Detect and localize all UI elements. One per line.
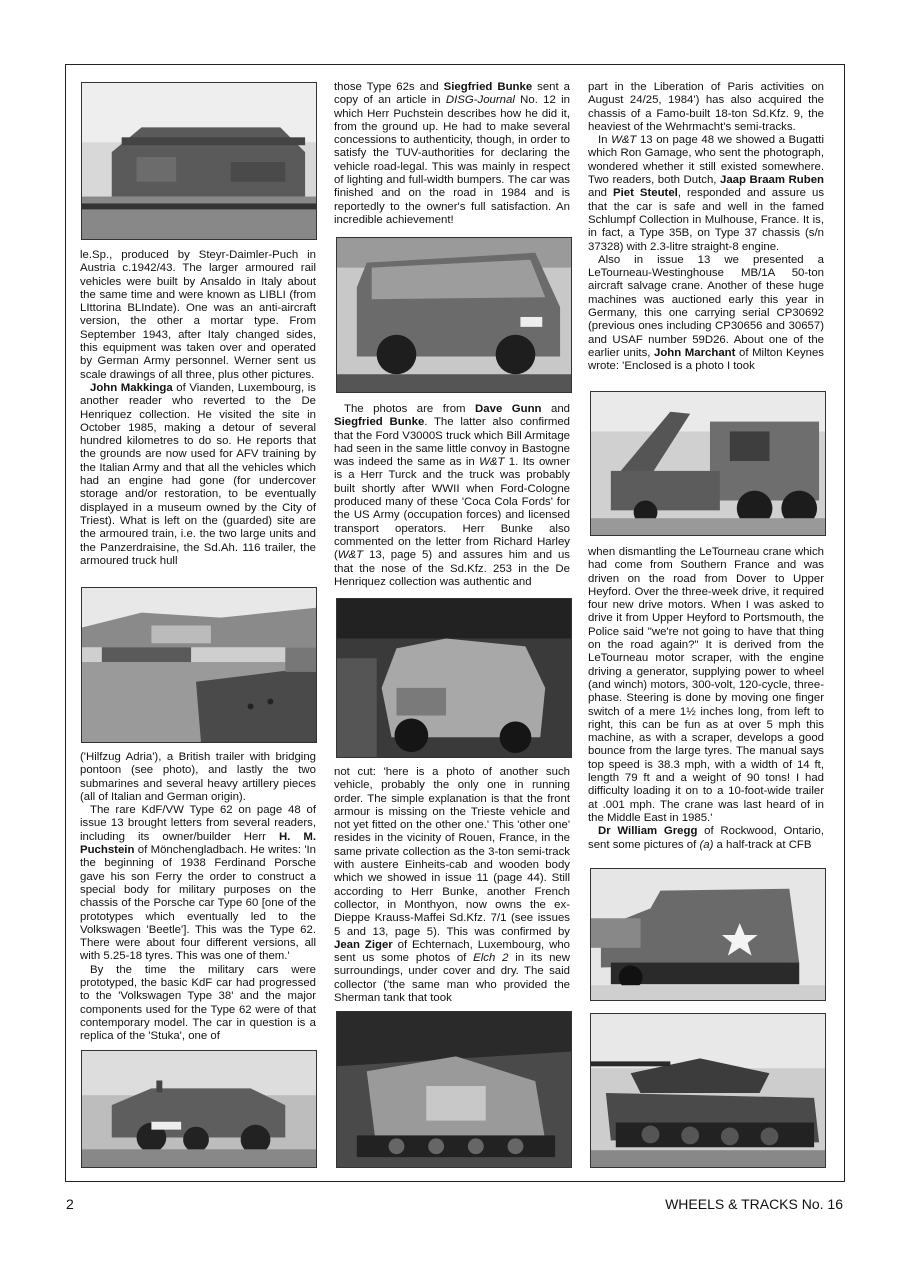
list-marker: (a): [699, 838, 714, 851]
paragraph: [588, 134, 824, 254]
photo-letourneau-crane: [590, 391, 826, 536]
magazine-abbrev: W&T: [337, 549, 364, 562]
photo-half-track: [590, 868, 826, 1001]
photo-tank: [590, 1013, 826, 1168]
person-name: John Makkinga: [90, 381, 173, 394]
person-name: Jaap Braam Ruben: [720, 174, 824, 187]
text: in its new surroundings, under cover and dry. The said collector ('the same man who provided the Sherman tank that took: [334, 952, 570, 1005]
person-name: Dr William Gregg: [598, 825, 698, 838]
text: 13, page 5) and assures him and us that the nose of the Sd.Kfz. 253 in the De Henriquez collection was authentic and: [334, 549, 570, 588]
person-name: Siegfried Bunke: [334, 416, 425, 429]
text: not cut: 'here is a photo of another such vehicle, probably the only one in running order. The simple explanation is that the front armour is missing on the Trieste vehicle and not yet fitted on the other one.' This 'other one' resides in the vicinity of Rouen, France, in the same private collection as the 3-ton semi-track with austere Einheits-cab and wooden body which we showed in issue 11 (page 44). Still according to Herr Bunke, another French collector, in Monthyon, now owns the ex-Dieppe Krauss-Maffei Sd.Kfz. 7/1 (see issues 5 and 13, page 5). This was confirmed by: [334, 766, 570, 938]
text: In: [598, 134, 612, 147]
person-name: Piet Steutel: [613, 187, 678, 200]
col2-text-block-1: [334, 81, 570, 227]
paragraph: [588, 254, 824, 374]
text: , responded and assure us that the car is safe and well in the famed Schlumpf Collection in Mulhouse, France. It is, in fact, a Type 35B, on Type 37 chassis (s/n 37328) with 2.3-litre straight-8 engine.: [588, 187, 825, 253]
person-name: H. M. Puchstein: [80, 830, 316, 857]
text: The rare KdF/VW Type 62 on page 48 of issue 13 brought letters from several readers, including its owner/builder Herr: [80, 804, 316, 843]
col3-text-block-2: [588, 546, 824, 852]
vehicle-name: Elch 2: [473, 952, 509, 965]
photo-sdkfz-253: [336, 598, 572, 758]
person-name: John Marchant: [654, 346, 736, 359]
text: The photos are from: [344, 403, 476, 415]
person-name: Siegfried Bunke: [443, 81, 533, 93]
magazine-abbrev: W&T: [479, 456, 505, 469]
photo-kdf-type-62-replica: [81, 1050, 317, 1168]
col1-text-block-2: [80, 751, 316, 1044]
col2-text-block-3: [334, 766, 570, 1005]
photo-de-henriquez-site: [81, 587, 317, 743]
paragraph: [334, 403, 570, 589]
text: and: [541, 403, 571, 415]
text: . The latter also confirmed that the Ford V3000S truck which Bill Armitage had seen in the same little convoy in Bastogne was indeed the same as in: [334, 416, 570, 469]
person-name: Jean Ziger: [334, 938, 393, 951]
text: and: [588, 187, 613, 200]
paragraph: part in the Liberation of Paris activities on August 24/25, 1984') has also acquired the chassis of a Famo-built 18-ton Sd.Kfz. 9, the heaviest of the Wehrmacht's semi-tracks.: [588, 81, 824, 133]
text: of Rockwood, Ontario, sent some pictures of: [588, 825, 824, 851]
paragraph: [80, 804, 316, 964]
photo-elch-2: [336, 1011, 572, 1168]
text: a half-track at CFB: [713, 838, 812, 851]
paragraph: le.Sp., produced by Steyr-Daimler-Puch in Austria c.1942/43. The larger armoured rail vehicles were built by Ansaldo in Italy about the same time and were known as LIBLI (from LIttorina BLIndate). One was an anti-aircraft version, the other a mortar type. From September 1943, after Italy changed sides, this equipment was taken over and operated by German Army personnel. Werner sent us scale drawings of all three, plus other pictures.: [80, 249, 316, 381]
text: No. 12 in which Herr Puchstein describes how he did it, from the ground up. He had to make several concessions to authenticity, though, in order to satisfy the TUV-authorities for declaring the vehicle road-legal. This was mainly in respect of lighting and full-width bumpers. The car was finished and on the road in 1984 and is reportedly to the owner's full satisfaction. An incredible achievement!: [334, 94, 570, 226]
journal-title: DISG-Journal: [445, 94, 515, 107]
text: those Type 62s and: [334, 81, 444, 93]
paragraph: when dismantling the LeTourneau crane which had come from Southern France and was driven on the road from Dover to Upper Heyford. Over the three-week drive, it required four new drive motors. When I was asked to drive it from Upper Heyford to Portsmouth, the Police said "we're not going to have that thing on the road again?" It is derived from the LeTourneau motor scraper, with the engine driving a generator, supplying power to wheel (and winch) motors, 300-volt, 120-cycle, three-phase. Steering is done by moving one finger switch of a mere 1½ inches long, from left to right, this can be fun as at over 5 mph this machine, as with a scraper, develops a good bounce from the large tyres. The manual says top speed is 38.3 mph, with a width of 14 ft, length 79 ft and a weight of 90 tons! I had difficulty loading it on to a 10-foot-wide trailer at .001 mph. The crane was last heard of in the Middle East in 1985.': [588, 546, 824, 824]
text: 1. Its owner is a Herr Turck and the truck was probably built shortly after WWII when Ford-Cologne produced many of these 'Coca Cola Fords' for the US Army (occupation forces) and licensed transport operators. Herr Bunke also commented on the letter from Richard Harley (: [334, 456, 570, 562]
person-name: Dave Gunn: [475, 403, 542, 415]
text: sent a copy of an article in: [334, 81, 570, 107]
paragraph: [80, 382, 316, 568]
paragraph: ('Hilfzug Adria'), a British trailer with bridging pontoon (see photo), and lastly the two submarines and several heavy artillery pieces (all of Italian and German origin).: [80, 751, 316, 803]
paragraph: By the time the military cars were prototyped, the basic KdF car had progressed to the 'Volkswagen Type 38' and the major components used for the Type 62 were of that contemporary model. The car in question is a replica of the 'Stuka', one of: [80, 963, 316, 1043]
text: Also in issue 13 we presented a LeTourneau-Westinghouse MB/1A 50-ton aircraft salvage crane. Another of these huge machines was auctioned early this year in Germany, this one carrying serial CP30692 (previous ones including CP30656 and 30657) and USAF number 59D26. About one of the earlier units,: [588, 253, 824, 359]
text: 13 on page 48 we showed a Bugatti which Ron Gamage, who sent the photograph, wondered whether it still existed somewhere. Two readers, both Dutch,: [588, 134, 824, 187]
photo-armoured-rail-vehicle: [81, 82, 317, 240]
col3-text-block-1: [588, 81, 824, 374]
text: of Milton Keynes wrote: 'Enclosed is a photo I took: [588, 346, 825, 373]
text: of Echternach, Luxembourg, who sent us some photos of: [334, 938, 570, 965]
photo-type-62-car-rear: [336, 237, 572, 393]
paragraph: [588, 825, 824, 852]
page-number: 2: [66, 1196, 74, 1212]
col1-text-block-1: [80, 249, 316, 568]
col2-text-block-2: [334, 403, 570, 589]
text: of Vianden, Luxembourg, is another reader who reverted to the De Henriquez collection. He visited the site in October 1985, making a detour of several hundred kilometres to do so. He reports that the grounds are now used for AFV training by the Italian Army and that all the vehicles which had an engine had gone (for undercover storage and/or restoration, to be eventually displayed in a museum owned by the City of Triest). What is left on the (guarded) site are the armoured train, i.e. the two large units and the Panzerdraisine, the Sd.Ah. 116 trailer, the armoured truck hull: [80, 381, 316, 567]
paragraph: [334, 81, 570, 227]
magazine-issue: WHEELS & TRACKS No. 16: [665, 1196, 843, 1212]
magazine-abbrev: W&T: [611, 134, 637, 147]
paragraph: [334, 766, 570, 1005]
text: of Mönchengladbach. He writes: 'In the beginning of 1938 Ferdinand Porsche gave his son Ferry the order to construct a special body for military purposes on the chassis of the Porsche car Type 60 [one of the prototypes which eventually led to the Volkswagen 'Beetle']. This was the Type 62. There were about four different versions, all with 5.25-18 tyres. This was one of them.': [80, 844, 316, 963]
